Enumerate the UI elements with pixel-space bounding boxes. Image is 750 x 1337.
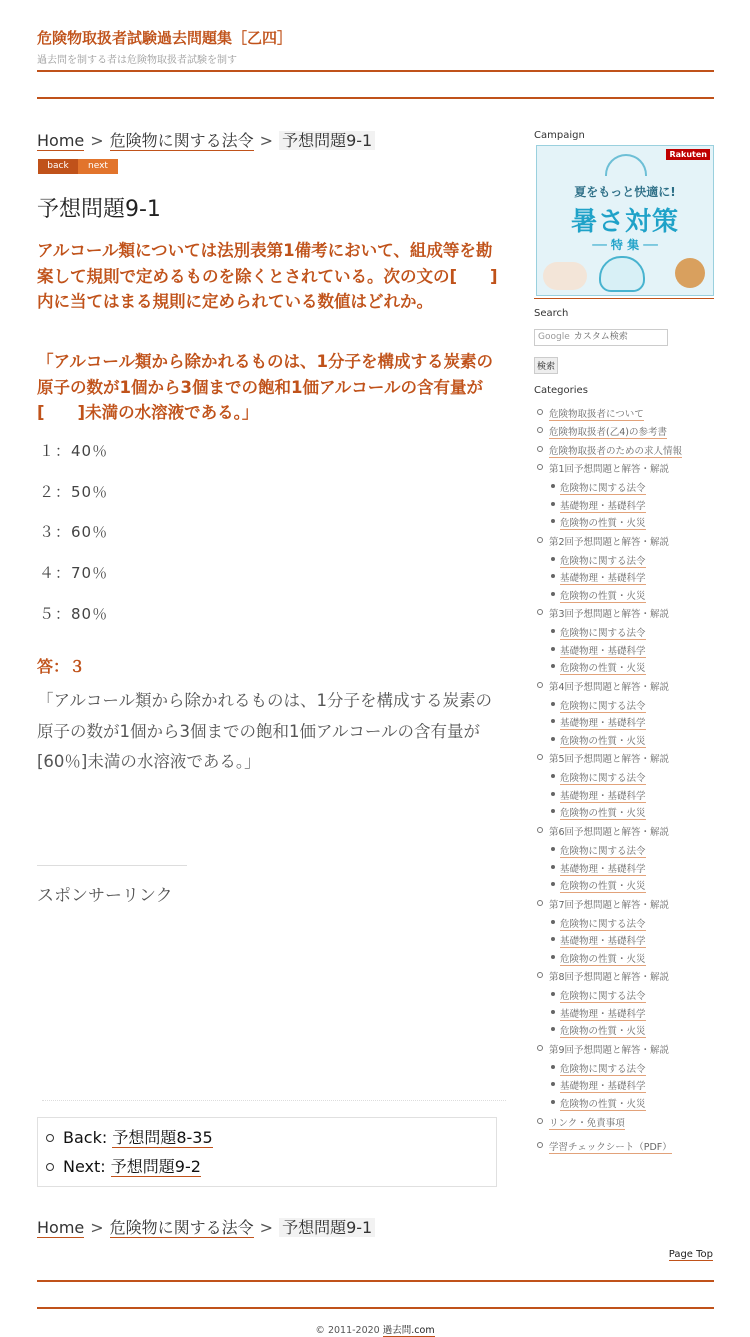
next-button[interactable]: next (78, 159, 118, 174)
breadcrumb-home-link[interactable]: Home (37, 131, 85, 150)
adjacent-divider (42, 1100, 506, 1101)
post-title: 予想問題9-1 (37, 197, 161, 222)
sun-icon (605, 154, 647, 176)
polar-bear-icon (599, 256, 645, 292)
google-logo: Google (538, 332, 570, 342)
category-checksheet[interactable]: 学習チェックシート（PDF） (549, 1139, 672, 1153)
option-3: ３：60％ (39, 523, 109, 541)
category-round-2-law[interactable]: 危険物に関する法令 (560, 553, 646, 567)
category-round-7-physics[interactable]: 基礎物理・基礎科学 (560, 933, 646, 947)
option-2: ２：50％ (39, 483, 109, 501)
breadcrumb-category-link[interactable]: 危険物に関する法令 (109, 131, 254, 150)
category-round-6-law[interactable]: 危険物に関する法令 (560, 843, 646, 857)
category-round-2-physics[interactable]: 基礎物理・基礎科学 (560, 570, 646, 584)
breadcrumb-home-link[interactable]: Home (37, 1218, 85, 1237)
breadcrumb-category-link[interactable]: 危険物に関する法令 (109, 1218, 254, 1237)
category-round-1-law[interactable]: 危険物に関する法令 (560, 480, 646, 494)
search-placeholder: カスタム検索 (573, 332, 628, 342)
category-round-2-properties[interactable]: 危険物の性質・火災 (560, 588, 646, 602)
categories-heading: Categories (534, 385, 588, 396)
adjacent-next-link[interactable]: 予想問題9-2 (110, 1157, 201, 1176)
category-round-7-properties[interactable]: 危険物の性質・火災 (560, 951, 646, 965)
option-4: ４：70％ (39, 564, 109, 582)
category-jobs[interactable]: 危険物取扱者のための求人情報 (549, 443, 682, 457)
back-button[interactable]: back (38, 159, 78, 174)
category-books[interactable]: 危険物取扱者(乙4)の参考書 (549, 424, 667, 438)
category-about[interactable]: 危険物取扱者について (549, 406, 644, 420)
breadcrumb-separator: > (259, 131, 274, 150)
breadcrumb-separator: > (259, 1218, 274, 1237)
sponsor-divider (37, 865, 187, 866)
explanation: 「アルコール類から除かれるものは、1分子を構成する炭素の原子の数が1個から3個までの飽和1価アルコールの含有量が[60％]未満の水溶液である。」 (37, 691, 493, 771)
category-round-4-law[interactable]: 危険物に関する法令 (560, 698, 646, 712)
breadcrumb-separator: > (90, 131, 104, 150)
category-round-1-physics[interactable]: 基礎物理・基礎科学 (560, 498, 646, 512)
campaign-heading: Campaign (534, 130, 585, 141)
category-round-3-properties[interactable]: 危険物の性質・火災 (560, 660, 646, 674)
breadcrumb-current: 予想問題9-1 (279, 131, 375, 150)
category-round-3-physics[interactable]: 基礎物理・基礎科学 (560, 643, 646, 657)
category-round-6-properties[interactable]: 危険物の性質・火災 (560, 878, 646, 892)
category-round-2[interactable]: 第2回予想問題と解答・解説 (549, 534, 669, 548)
category-round-5[interactable]: 第5回予想問題と解答・解説 (549, 751, 669, 765)
category-links[interactable]: リンク・免責事項 (549, 1115, 625, 1129)
footer-divider-2 (37, 1307, 714, 1309)
site-title[interactable]: 危険物取扱者試験過去問題集［乙四］ (37, 29, 293, 47)
dog-image (675, 258, 705, 288)
question-quote: 「アルコール類から除かれるものは、1分子を構成する炭素の原子の数が1個から3個までの飽和1価アルコールの含有量が[ ]未満の水溶液である。」 (37, 352, 493, 422)
category-round-1-properties[interactable]: 危険物の性質・火災 (560, 515, 646, 529)
banner-line-2: 暑さ対策 (570, 207, 679, 237)
adjacent-back-label: Back: (63, 1128, 108, 1147)
adjacent-back-item (63, 1126, 496, 1155)
category-round-7[interactable]: 第7回予想問題と解答・解説 (549, 897, 669, 911)
campaign-banner[interactable] (536, 145, 714, 296)
category-round-9[interactable]: 第9回予想問題と解答・解説 (549, 1042, 669, 1056)
banner-line-1: 夏をもっと快適に! (574, 185, 676, 199)
option-5: ５：80％ (39, 605, 109, 623)
search-input[interactable] (534, 329, 668, 346)
category-round-8-physics[interactable]: 基礎物理・基礎科学 (560, 1006, 646, 1020)
question-text: アルコール類については法別表第1備考において、組成等を勘案して規則で定めるものを除くとされている。次の文の[ ]内に当てはまる規則に定められている数値はどれか。 (37, 241, 498, 311)
rakuten-logo: Rakuten (666, 149, 710, 160)
category-round-5-properties[interactable]: 危険物の性質・火災 (560, 805, 646, 819)
search-heading: Search (534, 308, 569, 319)
page-top-link[interactable]: Page Top (668, 1249, 713, 1260)
breadcrumb (37, 128, 375, 151)
category-round-6[interactable]: 第6回予想問題と解答・解説 (549, 824, 669, 838)
category-round-4-physics[interactable]: 基礎物理・基礎科学 (560, 715, 646, 729)
category-round-5-physics[interactable]: 基礎物理・基礎科学 (560, 788, 646, 802)
breadcrumb-separator: > (90, 1218, 104, 1237)
option-1: １：40％ (39, 442, 109, 460)
footer-divider (37, 1280, 714, 1282)
category-round-3[interactable]: 第3回予想問題と解答・解説 (549, 606, 669, 620)
sleeping-girl-image (543, 262, 587, 290)
site-description: 過去問を制する者は危険物取扱者試験を制す (37, 55, 237, 66)
category-round-8-law[interactable]: 危険物に関する法令 (560, 988, 646, 1002)
category-round-4-properties[interactable]: 危険物の性質・火災 (560, 733, 646, 747)
header-divider-2 (37, 97, 714, 99)
sidebar-divider (534, 298, 714, 299)
adjacent-next-label: Next: (63, 1157, 106, 1176)
search-button[interactable]: 検索 (534, 357, 558, 374)
adjacent-posts (37, 1117, 497, 1187)
sponsor-label: スポンサーリンク (37, 886, 173, 906)
post-nav-buttons (38, 159, 118, 174)
adjacent-next-item (63, 1155, 496, 1184)
category-round-1[interactable]: 第1回予想問題と解答・解説 (549, 461, 669, 475)
header-divider (37, 70, 714, 72)
banner-line-3: ── 特 集 ── (592, 238, 658, 252)
answer: 答：３ (37, 657, 86, 676)
category-round-4[interactable]: 第4回予想問題と解答・解説 (549, 679, 669, 693)
breadcrumb-bottom (37, 1215, 375, 1238)
breadcrumb-current: 予想問題9-1 (279, 1218, 375, 1237)
category-round-9-properties[interactable]: 危険物の性質・火災 (560, 1096, 646, 1110)
category-round-8-properties[interactable]: 危険物の性質・火災 (560, 1023, 646, 1037)
category-round-8[interactable]: 第8回予想問題と解答・解説 (549, 969, 669, 983)
adjacent-back-link[interactable]: 予想問題8-35 (112, 1128, 213, 1147)
category-round-9-law[interactable]: 危険物に関する法令 (560, 1061, 646, 1075)
copyright-text: © 2011-2020 (315, 1325, 380, 1336)
category-round-3-law[interactable]: 危険物に関する法令 (560, 625, 646, 639)
category-round-7-law[interactable]: 危険物に関する法令 (560, 916, 646, 930)
site-home-link[interactable]: 過去問.com (382, 1325, 435, 1336)
category-round-6-physics[interactable]: 基礎物理・基礎科学 (560, 861, 646, 875)
category-round-9-physics[interactable]: 基礎物理・基礎科学 (560, 1078, 646, 1092)
category-round-5-law[interactable]: 危険物に関する法令 (560, 770, 646, 784)
